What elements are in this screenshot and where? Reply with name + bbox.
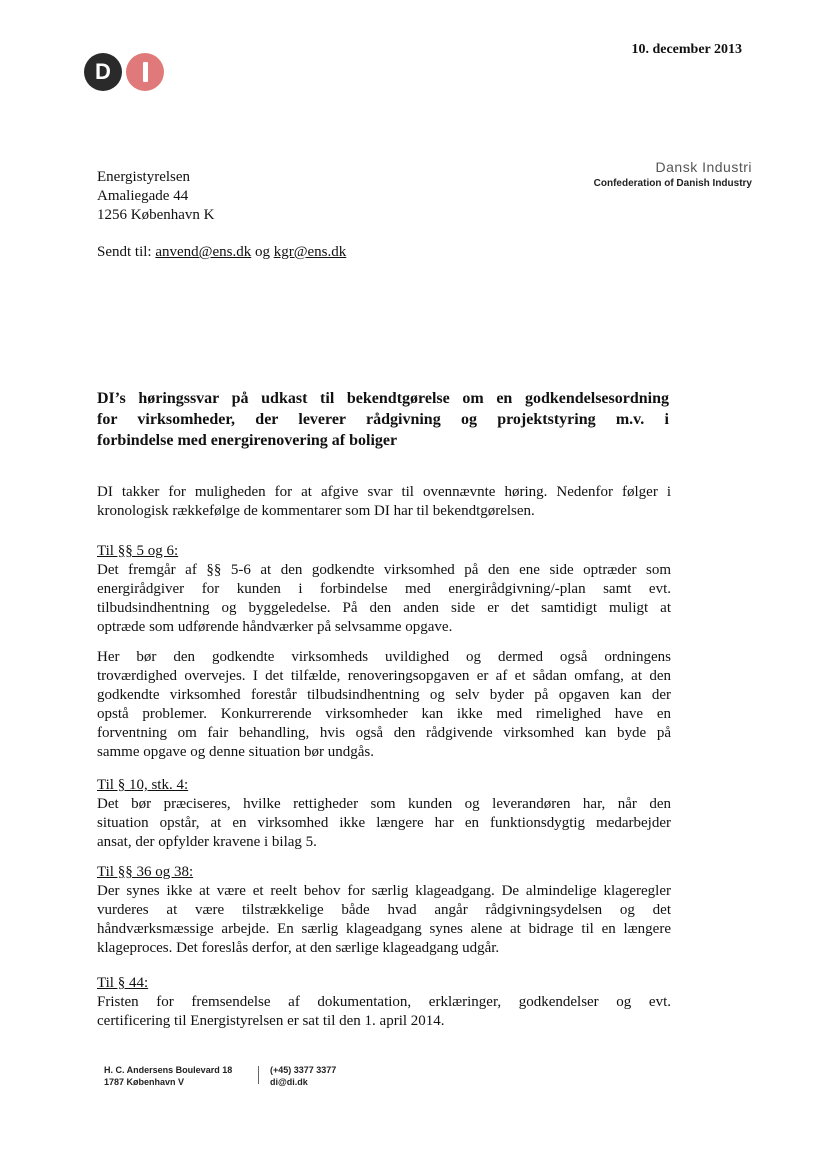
section-44	[97, 974, 671, 1031]
title-line-1: DI’s høringssvar på udkast til bekendtgørelse om en godkendelsesordning	[97, 390, 669, 407]
sent-to-label: Sendt til:	[97, 244, 152, 260]
section-line: opstå problemer. Konkurrerende virksomheder kan ikke med rimelighed have en	[97, 706, 671, 722]
section-line: samme opgave og denne situation bør undgås.	[97, 744, 375, 760]
sender-name: Dansk Industri	[655, 159, 752, 175]
footer-address-line-1: H. C. Andersens Boulevard 18	[104, 1065, 233, 1075]
section-line: forventning om fair behandling, hvis også den rådgivende virksomhed kan byde på	[97, 725, 671, 741]
section-line: troværdighed overvejes. I det tilfælde, renoveringsopgaven er af et sådan omfang, at den	[97, 668, 671, 684]
section-line: ansat, der opfylder kravene i bilag 5.	[97, 834, 317, 850]
intro-line-2: kronologisk rækkefølge de kommentarer som DI har til bekendtgørelsen.	[97, 503, 535, 519]
section-line: Fristen for fremsendelse af dokumentation, erklæringer, godkendelser og evt.	[97, 994, 671, 1010]
section-line: klageproces. Det foreslås derfor, at den særlige klageadgang udgår.	[97, 940, 500, 956]
sent-to-line	[97, 244, 346, 261]
recipient-line-1: Energistyrelsen	[97, 169, 191, 185]
section-line: situation opstår, at en virksomhed ikke længere har en funktionsdygtig medarbejder	[97, 815, 671, 831]
recipient-line-2: Amaliegade 44	[97, 188, 189, 204]
footer-address	[104, 1064, 232, 1088]
sender-subtitle: Confederation of Danish Industry	[593, 178, 752, 189]
section-heading: Til §§ 5 og 6:	[97, 543, 179, 559]
intro-paragraph	[97, 483, 671, 521]
email-link-kgr[interactable]: kgr@ens.dk	[273, 244, 347, 260]
sent-to-conjunction: og	[254, 244, 270, 260]
section-line: godkendte virksomhed forestår tilbudsindhentning og selv byder på opgaven kan der	[97, 687, 671, 703]
section-line: optræde som udførende håndværker på selvsamme opgave.	[97, 619, 453, 635]
section-line: Det fremgår af §§ 5-6 at den godkendte virksomhed på den ene side optræder som	[97, 562, 671, 578]
intro-line-1: DI takker for muligheden for at afgive svar til ovennævnte høring. Nedenfor følger i	[97, 484, 671, 500]
section-10	[97, 776, 671, 852]
section-line: tilbudsindhentning og byggeledelse. På den anden side er det samtidigt muligt at	[97, 600, 671, 616]
title-line-2: for virksomheder, der leverer rådgivning og projektstyring m.v. i	[97, 411, 669, 428]
section-heading: Til §§ 36 og 38:	[97, 864, 194, 880]
section-line: certificering til Energistyrelsen er sat til den 1. april 2014.	[97, 1013, 445, 1029]
section-line: energirådgiver for kunden i forbindelse med energirådgivning/-plan samt evt.	[97, 581, 671, 597]
footer-contact	[270, 1064, 336, 1088]
logo-i-circle	[126, 53, 164, 91]
recipient-address	[97, 168, 214, 225]
section-heading: Til § 44:	[97, 975, 149, 991]
section-line: Der synes ikke at være et reelt behov for særlig klageadgang. De almindelige klageregler	[97, 883, 671, 899]
section-line: håndværksmæssige arbejde. En særlig klageadgang synes alene at bidrage til en længere	[97, 921, 671, 937]
section-36-38	[97, 863, 671, 958]
section-5-6	[97, 542, 671, 637]
footer-divider	[258, 1066, 259, 1084]
section-line: Her bør den godkendte virksomheds uvildighed og dermed også ordningens	[97, 649, 671, 665]
logo-d-circle: D	[84, 53, 122, 91]
letter-title	[97, 388, 669, 451]
recipient-line-3: 1256 København K	[97, 207, 215, 223]
sender-block	[594, 159, 752, 189]
section-line: Det bør præciseres, hvilke rettigheder som kunden og leverandøren har, når den	[97, 796, 671, 812]
section-impartiality	[97, 648, 671, 762]
letter-date: 10. december 2013	[631, 42, 742, 57]
section-heading: Til § 10, stk. 4:	[97, 777, 189, 793]
footer-phone: (+45) 3377 3377	[270, 1065, 337, 1075]
di-logo	[84, 53, 168, 91]
email-link-anvend[interactable]: anvend@ens.dk	[155, 244, 252, 260]
section-line: vurderes at være tilstrækkelige både hvad angår rådgivningsydelsen og det	[97, 902, 671, 918]
title-line-3: forbindelse med energirenovering af boliger	[97, 432, 398, 449]
footer-address-line-2: 1787 København V	[104, 1077, 185, 1087]
footer-email[interactable]: di@di.dk	[270, 1077, 308, 1087]
